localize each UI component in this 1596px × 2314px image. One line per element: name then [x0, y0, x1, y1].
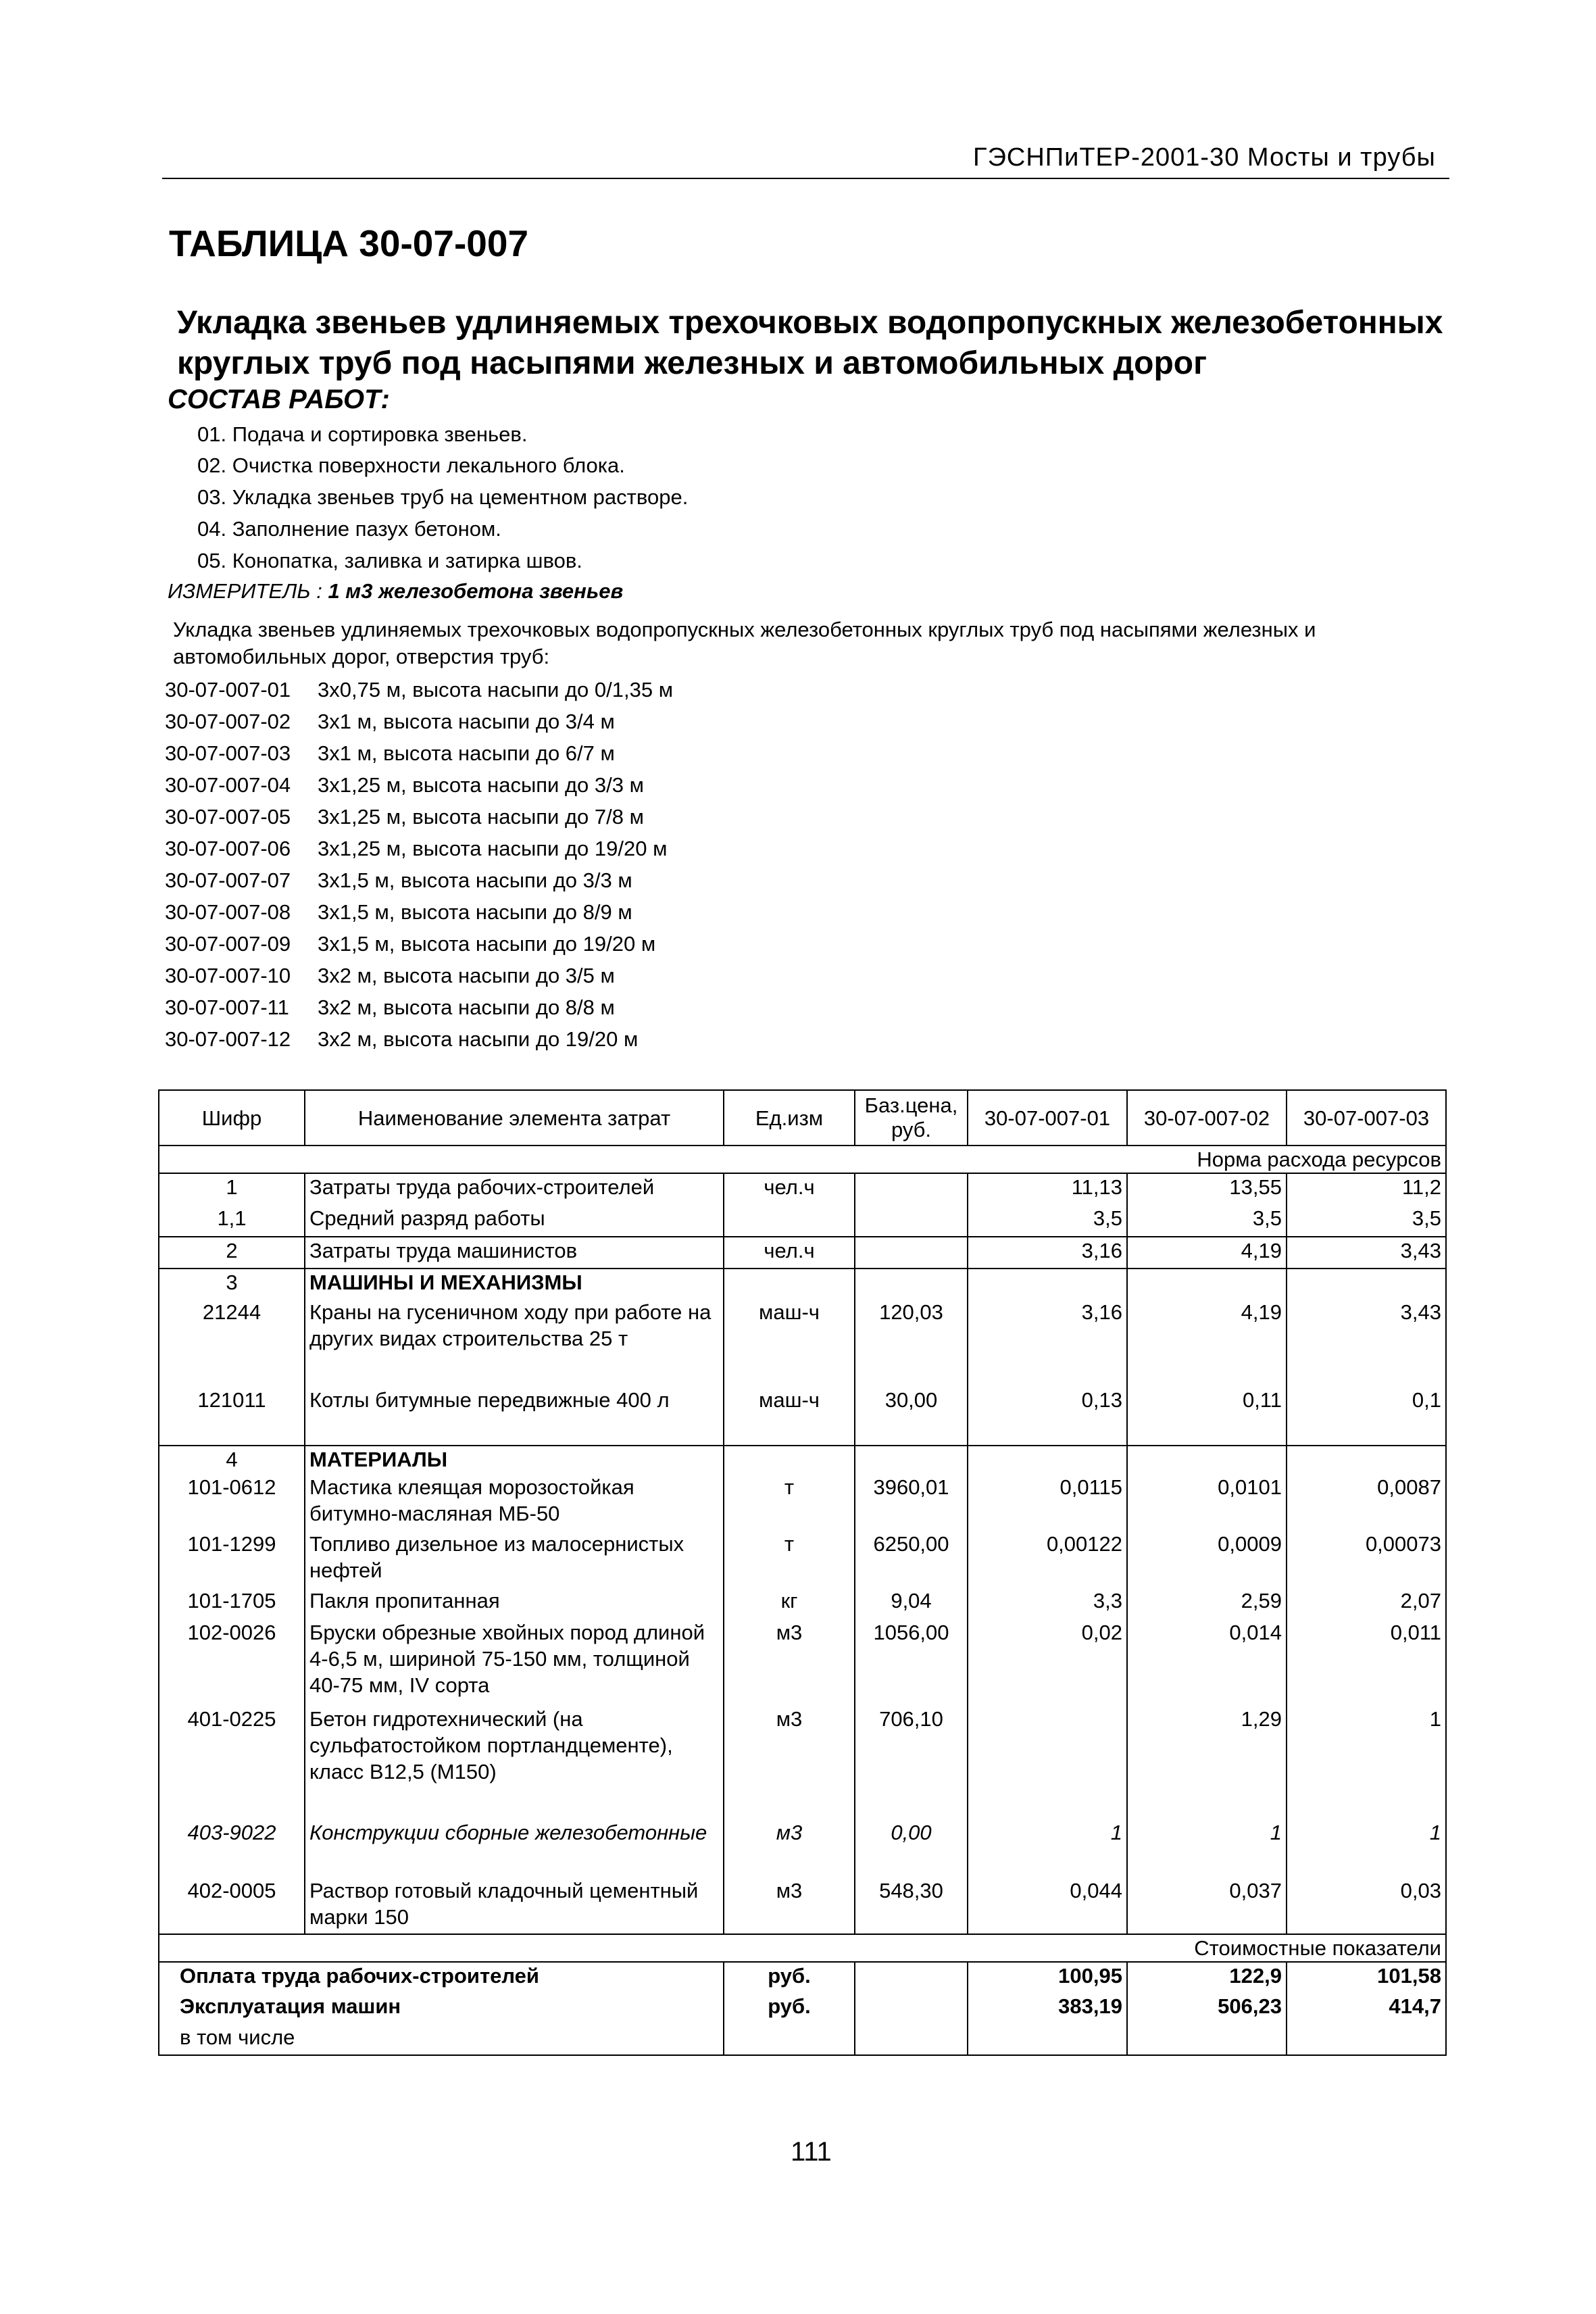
row-name: Затраты труда машинистов: [305, 1237, 724, 1269]
row-value: 11,13: [968, 1173, 1127, 1205]
row-price: 30,00: [855, 1387, 968, 1446]
cost-value: 100,95: [968, 1962, 1127, 1993]
code-row: [165, 995, 615, 1020]
row-value: 1: [1287, 1819, 1446, 1877]
row-price: 706,10: [855, 1706, 968, 1819]
work-item: 02. Очистка поверхности лекального блока.: [197, 453, 625, 477]
code-text: 3х1,5 м, высота насыпи до 3/3 м: [318, 868, 632, 892]
row-value: 1: [1287, 1706, 1446, 1819]
row-value: 3,5: [1127, 1205, 1287, 1237]
row-value: 1: [968, 1819, 1127, 1877]
page-number: 111: [791, 2137, 832, 2167]
row-value: 0,02: [968, 1619, 1127, 1706]
row-price: 9,04: [855, 1587, 968, 1619]
table-row: [159, 1173, 1446, 1205]
row-value: 3,43: [1287, 1237, 1446, 1269]
row-unit: кг: [724, 1587, 855, 1619]
work-item: 04. Заполнение пазух бетоном.: [197, 517, 501, 541]
work-item: 01. Подача и сортировка звеньев.: [197, 422, 528, 446]
row-code: 1,1: [159, 1205, 305, 1237]
cost-value: 101,58: [1287, 1962, 1446, 1993]
row-value: 0,0101: [1127, 1474, 1287, 1531]
table-row: [159, 1299, 1446, 1387]
row-value: 0,0087: [1287, 1474, 1446, 1531]
table-row: [159, 1819, 1446, 1877]
row-code: 401-0225: [159, 1706, 305, 1819]
code: 30-07-007-12: [165, 1027, 291, 1051]
norm-label: Норма расхода ресурсов: [159, 1146, 1446, 1173]
row-value: 0,03: [1287, 1877, 1446, 1934]
row-code: 403-9022: [159, 1819, 305, 1877]
cost-label-row: [159, 1934, 1446, 1962]
column-header: 30-07-007-01: [968, 1090, 1127, 1146]
cost-label: Стоимостные показатели: [159, 1934, 1446, 1962]
table-row: [159, 1706, 1446, 1819]
row-value: 2,07: [1287, 1587, 1446, 1619]
measurer-label: ИЗМЕРИТЕЛЬ :: [168, 579, 322, 603]
row-unit: м3: [724, 1619, 855, 1706]
code: 30-07-007-06: [165, 837, 291, 860]
code: 30-07-007-07: [165, 868, 291, 892]
table-row: [159, 1877, 1446, 1934]
code: 30-07-007-03: [165, 741, 291, 765]
row-code: 101-0612: [159, 1474, 305, 1531]
row-price: 548,30: [855, 1877, 968, 1934]
row-name: Бетон гидротехнический (на сульфатостойком портландцементе), класс В12,5 (М150): [305, 1706, 724, 1819]
row-unit: чел.ч: [724, 1237, 855, 1269]
row-code: 102-0026: [159, 1619, 305, 1706]
cost-value: 506,23: [1127, 1993, 1287, 2024]
row-value: 3,5: [1287, 1205, 1446, 1237]
code-text: 3х2 м, высота насыпи до 3/5 м: [318, 964, 615, 987]
row-price: 6250,00: [855, 1531, 968, 1587]
row-value: 0,0009: [1127, 1531, 1287, 1587]
row-code: 2: [159, 1237, 305, 1269]
code: 30-07-007-10: [165, 964, 291, 987]
resources-table: [158, 1089, 1447, 2056]
code: 30-07-007-01: [165, 678, 291, 701]
row-value: 0,1: [1287, 1387, 1446, 1446]
row-value: 0,0115: [968, 1474, 1127, 1531]
cost-row: [159, 2024, 1446, 2055]
description-line-1: Укладка звеньев удлиняемых трехочковых водопропускных железобетонных круглых труб под насыпями железных и: [173, 618, 1316, 641]
row-code: 3: [159, 1269, 305, 1299]
code-text: 3х2 м, высота насыпи до 8/8 м: [318, 995, 615, 1019]
row-value: 3,43: [1287, 1299, 1446, 1387]
code-row: [165, 1027, 638, 1052]
row-code: 1: [159, 1173, 305, 1205]
code: 30-07-007-05: [165, 805, 291, 829]
row-value: 0,037: [1127, 1877, 1287, 1934]
cost-value: 383,19: [968, 1993, 1127, 2024]
row-unit: м3: [724, 1877, 855, 1934]
row-unit: чел.ч: [724, 1173, 855, 1205]
work-item: 05. Конопатка, заливка и затирка швов.: [197, 549, 582, 572]
code: 30-07-007-04: [165, 773, 291, 797]
table-row: [159, 1587, 1446, 1619]
header-rule: [162, 178, 1449, 179]
table-row: [159, 1237, 1446, 1269]
row-code: 4: [159, 1446, 305, 1474]
work-composition-heading: СОСТАВ РАБОТ:: [168, 385, 390, 414]
section-row: [159, 1446, 1446, 1474]
row-price: 120,03: [855, 1299, 968, 1387]
work-item: 03. Укладка звеньев труб на цементном растворе.: [197, 485, 689, 509]
section-title: МАШИНЫ И МЕХАНИЗМЫ: [305, 1269, 724, 1299]
row-value: 3,3: [968, 1587, 1127, 1619]
row-name: Затраты труда рабочих-строителей: [305, 1173, 724, 1205]
row-unit: т: [724, 1474, 855, 1531]
code-row: [165, 900, 632, 925]
row-price: [855, 1173, 968, 1205]
cost-value: 414,7: [1287, 1993, 1446, 2024]
table-row: [159, 1205, 1446, 1237]
row-value: 13,55: [1127, 1173, 1287, 1205]
row-unit: маш-ч: [724, 1387, 855, 1446]
row-value: 3,5: [968, 1205, 1127, 1237]
column-header: 30-07-007-03: [1287, 1090, 1446, 1146]
norm-label-row: [159, 1146, 1446, 1173]
code-text: 3х1,25 м, высота насыпи до 7/8 м: [318, 805, 644, 829]
row-code: 402-0005: [159, 1877, 305, 1934]
table-number: ТАБЛИЦА 30-07-007: [169, 222, 529, 264]
column-header: Наименование элемента затрат: [305, 1090, 724, 1146]
row-name: Краны на гусеничном ходу при работе на других видах строительства 25 т: [305, 1299, 724, 1387]
table-header-row: [159, 1090, 1446, 1146]
row-value: 0,11: [1127, 1387, 1287, 1446]
code: 30-07-007-02: [165, 710, 291, 733]
row-value: 1,29: [1127, 1706, 1287, 1819]
cost-unit: руб.: [724, 1993, 855, 2024]
row-name: Мастика клеящая морозостойкая битумно-масляная МБ-50: [305, 1474, 724, 1531]
code: 30-07-007-08: [165, 900, 291, 924]
row-value: 0,014: [1127, 1619, 1287, 1706]
row-price: 0,00: [855, 1819, 968, 1877]
table-row: [159, 1387, 1446, 1446]
code-row: [165, 773, 644, 797]
cost-unit: руб.: [724, 1962, 855, 1993]
row-code: 101-1705: [159, 1587, 305, 1619]
row-value: 0,13: [968, 1387, 1127, 1446]
row-value: 4,19: [1127, 1299, 1287, 1387]
row-unit: м3: [724, 1706, 855, 1819]
row-name: Бруски обрезные хвойных пород длиной 4-6,5 м, шириной 75-150 мм, толщиной 40-75 мм, IV сорта: [305, 1619, 724, 1706]
code-row: [165, 710, 615, 734]
row-name: Средний разряд работы: [305, 1205, 724, 1237]
row-unit: [724, 1205, 855, 1237]
row-price: 3960,01: [855, 1474, 968, 1531]
row-unit: м3: [724, 1819, 855, 1877]
cost-name: Оплата труда рабочих-строителей: [159, 1962, 724, 1993]
section-row: [159, 1269, 1446, 1299]
row-value: 1: [1127, 1819, 1287, 1877]
row-unit: маш-ч: [724, 1299, 855, 1387]
code-text: 3х1,5 м, высота насыпи до 8/9 м: [318, 900, 632, 924]
row-value: 4,19: [1127, 1237, 1287, 1269]
row-value: 0,011: [1287, 1619, 1446, 1706]
code: 30-07-007-11: [165, 995, 289, 1019]
code-text: 3х1 м, высота насыпи до 3/4 м: [318, 710, 615, 733]
row-value: 0,00122: [968, 1531, 1127, 1587]
row-price: [855, 1237, 968, 1269]
title-line-2: круглых труб под насыпями железных и автомобильных дорог: [177, 345, 1207, 381]
cost-value: 122,9: [1127, 1962, 1287, 1993]
row-value: 11,2: [1287, 1173, 1446, 1205]
code: 30-07-007-09: [165, 932, 291, 956]
row-value: [968, 1706, 1127, 1819]
row-code: 101-1299: [159, 1531, 305, 1587]
row-unit: т: [724, 1531, 855, 1587]
code-row: [165, 805, 644, 829]
row-code: 21244: [159, 1299, 305, 1387]
row-price: [855, 1205, 968, 1237]
row-price: 1056,00: [855, 1619, 968, 1706]
row-value: 0,00073: [1287, 1531, 1446, 1587]
code-text: 3х1 м, высота насыпи до 6/7 м: [318, 741, 615, 765]
title-line-1: Укладка звеньев удлиняемых трехочковых водопропускных железобетонных: [177, 305, 1443, 341]
row-name: Котлы битумные передвижные 400 л: [305, 1387, 724, 1446]
row-name: Пакля пропитанная: [305, 1587, 724, 1619]
code-text: 3х1,25 м, высота насыпи до 3/3 м: [318, 773, 644, 797]
row-value: 2,59: [1127, 1587, 1287, 1619]
cost-name: в том числе: [159, 2024, 724, 2055]
row-name: Конструкции сборные железобетонные: [305, 1819, 724, 1877]
column-header: Ед.изм: [724, 1090, 855, 1146]
document-header: ГЭСНПиТЕР-2001-30 Мосты и трубы: [973, 143, 1436, 172]
column-header: 30-07-007-02: [1127, 1090, 1287, 1146]
row-name: Топливо дизельное из малосернистых нефтей: [305, 1531, 724, 1587]
row-code: 121011: [159, 1387, 305, 1446]
table-row: [159, 1619, 1446, 1706]
code-row: [165, 741, 615, 766]
column-header: Баз.цена, руб.: [855, 1090, 968, 1146]
code-row: [165, 837, 667, 861]
column-header: Шифр: [159, 1090, 305, 1146]
code-text: 3х0,75 м, высота насыпи до 0/1,35 м: [318, 678, 674, 701]
cost-row: [159, 1962, 1446, 1993]
code-row: [165, 932, 655, 956]
measurer-value: 1 м3 железобетона звеньев: [328, 579, 624, 603]
cost-row: [159, 1993, 1446, 2024]
row-value: 3,16: [968, 1237, 1127, 1269]
code-row: [165, 678, 673, 702]
code-row: [165, 964, 615, 988]
row-value: 3,16: [968, 1299, 1127, 1387]
code-text: 3х1,5 м, высота насыпи до 19/20 м: [318, 932, 656, 956]
code-row: [165, 868, 632, 893]
measurer: [168, 579, 623, 604]
row-name: Раствор готовый кладочный цементный марки 150: [305, 1877, 724, 1934]
cost-name: Эксплуатация машин: [159, 1993, 724, 2024]
row-value: 0,044: [968, 1877, 1127, 1934]
table-row: [159, 1474, 1446, 1531]
table-row: [159, 1531, 1446, 1587]
code-text: 3х1,25 м, высота насыпи до 19/20 м: [318, 837, 668, 860]
code-text: 3х2 м, высота насыпи до 19/20 м: [318, 1027, 639, 1051]
section-title: МАТЕРИАЛЫ: [305, 1446, 724, 1474]
description-line-2: автомобильных дорог, отверстия труб:: [173, 645, 550, 668]
